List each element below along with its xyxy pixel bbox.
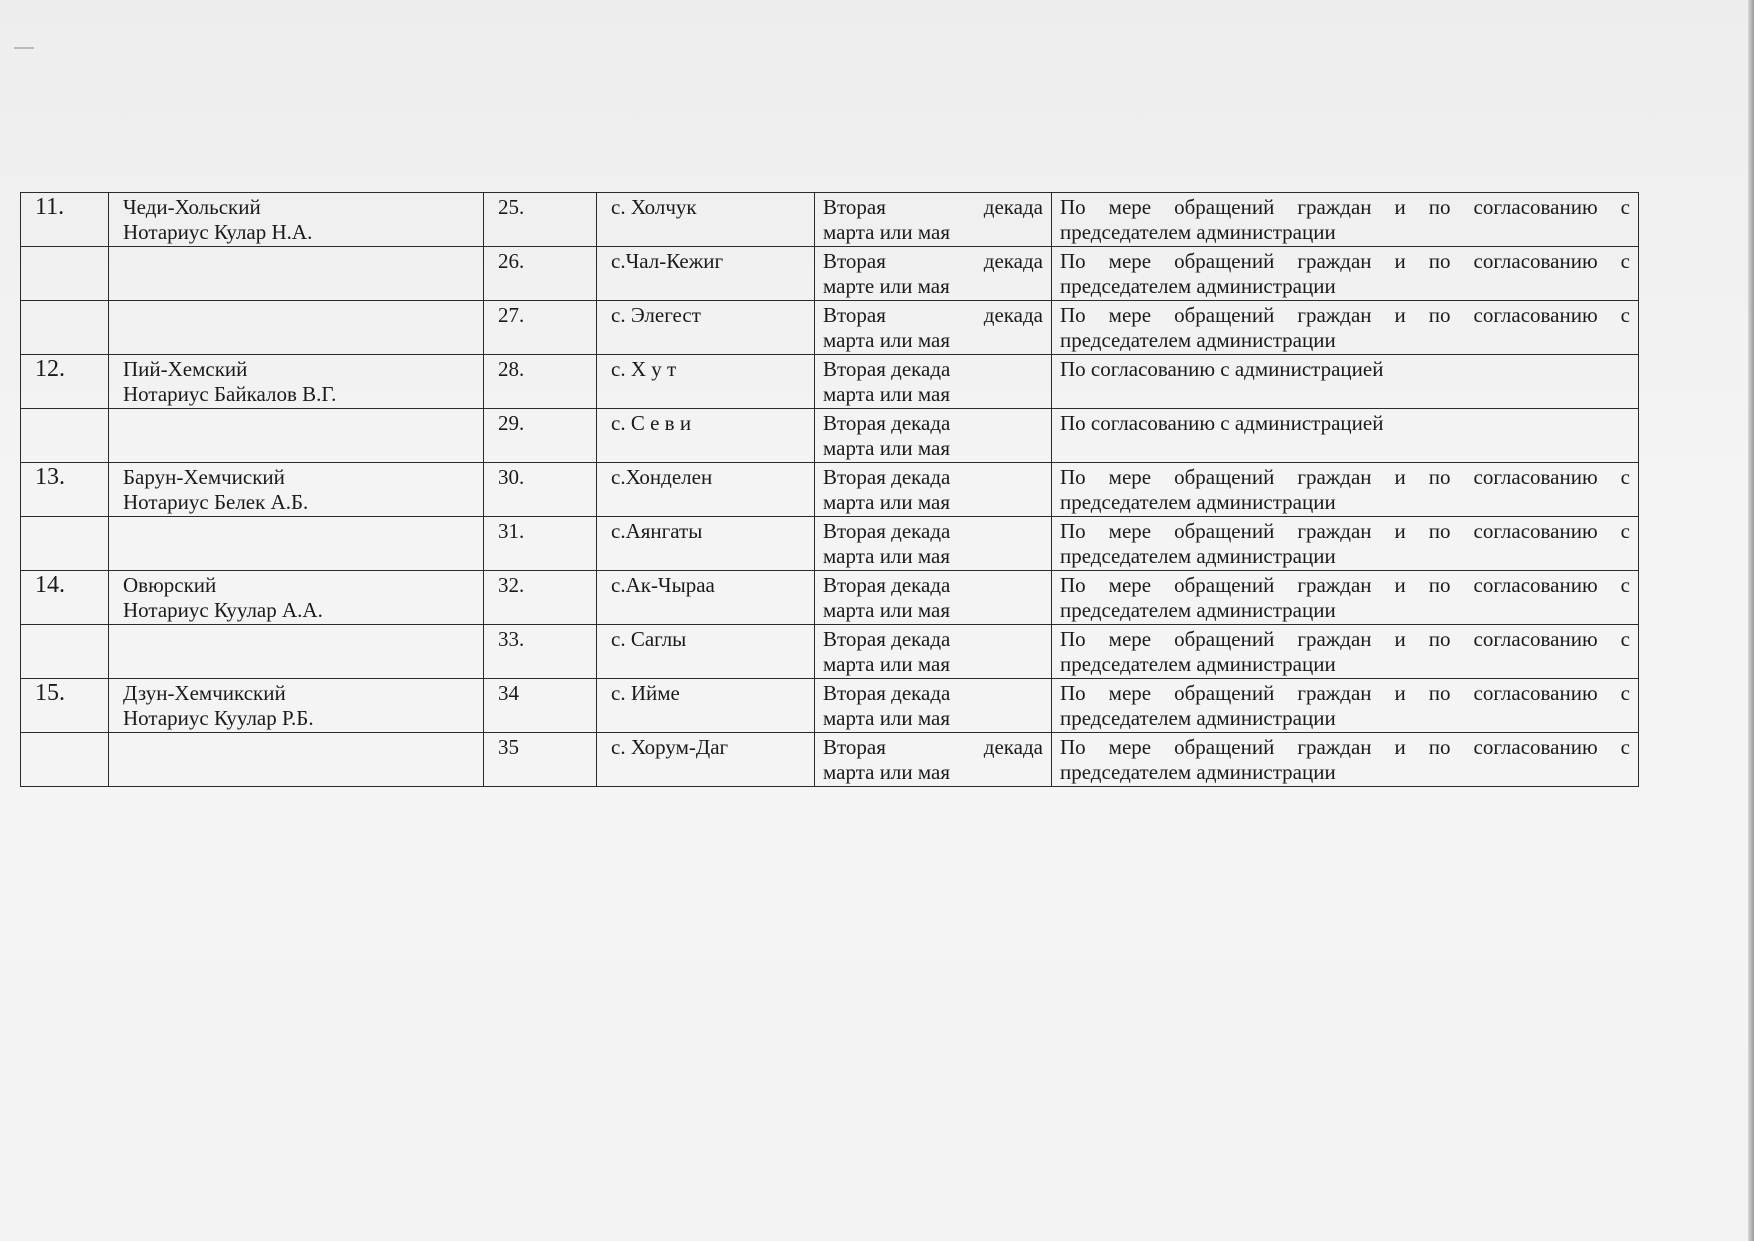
note-cell (1052, 679, 1639, 733)
district-name: Овюрский (123, 573, 217, 597)
timing-line-1: Вторая декада (823, 303, 1043, 327)
table-row (21, 733, 1639, 787)
sub-number-cell (484, 625, 597, 679)
table-row (21, 463, 1639, 517)
village-name: с. Саглы (611, 627, 687, 651)
table-row (21, 625, 1639, 679)
row-number: 14. (35, 572, 65, 598)
district-cell (109, 571, 484, 625)
village-name: с. Элегест (611, 303, 701, 327)
sub-number: 35 (498, 735, 519, 759)
district-cell (109, 625, 484, 679)
district-cell (109, 463, 484, 517)
note-cell (1052, 733, 1639, 787)
sub-number-cell (484, 517, 597, 571)
table-row (21, 355, 1639, 409)
note-cell (1052, 301, 1639, 355)
note-line-1: По мере обращений граждан и по согласованию с (1060, 249, 1630, 273)
row-number: 12. (35, 356, 65, 382)
village-cell (597, 571, 815, 625)
row-number-cell (21, 409, 109, 463)
timing-cell (815, 301, 1052, 355)
district-cell (109, 247, 484, 301)
village-name: с.Аянгаты (611, 519, 703, 543)
district-name: Пий-Хемский (123, 357, 248, 381)
sub-number: 33. (498, 627, 525, 651)
district-name: Дзун-Хемчикский (123, 681, 286, 705)
village-name: с.Чал-Кежиг (611, 249, 724, 273)
timing-line-1: Вторая декада (823, 519, 951, 543)
row-number: 11. (35, 194, 65, 220)
sub-number-cell (484, 679, 597, 733)
note-line-2: председателем администрации (1060, 544, 1336, 568)
note-cell (1052, 463, 1639, 517)
sub-number-cell (484, 193, 597, 247)
note-line-1: По мере обращений граждан и по согласованию с (1060, 735, 1630, 759)
note-line-2: председателем администрации (1060, 760, 1336, 784)
note-line-2: председателем администрации (1060, 328, 1336, 352)
note-line-1: По мере обращений граждан и по согласованию с (1060, 627, 1630, 651)
timing-cell (815, 247, 1052, 301)
village-name: с. Холчук (611, 195, 697, 219)
note-line-1: По мере обращений граждан и по согласованию с (1060, 519, 1630, 543)
sub-number: 28. (498, 357, 525, 381)
note-line-2: председателем администрации (1060, 598, 1336, 622)
timing-cell (815, 193, 1052, 247)
note-cell (1052, 625, 1639, 679)
timing-line-1: Вторая декада (823, 249, 1043, 273)
village-name: с.Хонделен (611, 465, 713, 489)
timing-line-2: марте или мая (823, 274, 950, 298)
sub-number-cell (484, 463, 597, 517)
village-cell (597, 301, 815, 355)
row-number-cell (21, 679, 109, 733)
scan-mark (14, 47, 34, 49)
timing-line-2: марта или мая (823, 760, 951, 784)
timing-cell (815, 409, 1052, 463)
timing-line-2: марта или мая (823, 598, 951, 622)
timing-line-2: марта или мая (823, 382, 951, 406)
timing-line-1: Вторая декада (823, 735, 1043, 759)
timing-line-1: Вторая декада (823, 465, 951, 489)
timing-line-2: марта или мая (823, 436, 951, 460)
sub-number: 32. (498, 573, 525, 597)
note-cell (1052, 571, 1639, 625)
district-cell (109, 733, 484, 787)
table-row (21, 247, 1639, 301)
table-row (21, 409, 1639, 463)
district-cell (109, 409, 484, 463)
village-cell (597, 409, 815, 463)
timing-line-1: Вторая декада (823, 681, 951, 705)
village-cell (597, 679, 815, 733)
district-cell (109, 193, 484, 247)
timing-line-2: марта или мая (823, 220, 951, 244)
village-name: с. Хорум-Даг (611, 735, 729, 759)
timing-cell (815, 517, 1052, 571)
note-line-2: председателем администрации (1060, 274, 1336, 298)
note-cell (1052, 193, 1639, 247)
district-name: Барун-Хемчиский (123, 465, 285, 489)
village-cell (597, 517, 815, 571)
village-cell (597, 247, 815, 301)
district-cell (109, 301, 484, 355)
sub-number: 34 (498, 681, 519, 705)
timing-line-1: Вторая декада (823, 627, 951, 651)
sub-number-cell (484, 571, 597, 625)
sub-number-cell (484, 409, 597, 463)
timing-line-2: марта или мая (823, 544, 951, 568)
table-row (21, 193, 1639, 247)
timing-cell (815, 625, 1052, 679)
village-name: с. Ийме (611, 681, 680, 705)
timing-cell (815, 463, 1052, 517)
sub-number-cell (484, 301, 597, 355)
table-row (21, 517, 1639, 571)
district-cell (109, 679, 484, 733)
timing-line-2: марта или мая (823, 652, 951, 676)
sub-number-cell (484, 355, 597, 409)
note-cell (1052, 247, 1639, 301)
note-cell (1052, 355, 1639, 409)
notary-name: Нотариус Белек А.Б. (123, 490, 309, 514)
timing-line-2: марта или мая (823, 490, 951, 514)
notary-schedule-table (20, 192, 1639, 787)
table-row (21, 301, 1639, 355)
table-row (21, 679, 1639, 733)
sub-number: 29. (498, 411, 525, 435)
note-line-2: председателем администрации (1060, 220, 1336, 244)
notary-name: Нотариус Куулар А.А. (123, 598, 323, 622)
sub-number-cell (484, 247, 597, 301)
note-line-1: По мере обращений граждан и по согласованию с (1060, 681, 1630, 705)
note-line-1: По согласованию с администрацией (1060, 357, 1384, 381)
timing-cell (815, 679, 1052, 733)
row-number-cell (21, 517, 109, 571)
timing-cell (815, 355, 1052, 409)
notary-name: Нотариус Байкалов В.Г. (123, 382, 337, 406)
village-name: с. С е в и (611, 411, 692, 435)
sub-number-cell (484, 733, 597, 787)
row-number-cell (21, 193, 109, 247)
timing-line-1: Вторая декада (823, 195, 1043, 219)
district-cell (109, 517, 484, 571)
timing-line-1: Вторая декада (823, 357, 951, 381)
page-edge-shadow (1748, 0, 1754, 1241)
schedule-body (21, 193, 1639, 787)
sub-number: 31. (498, 519, 525, 543)
village-cell (597, 625, 815, 679)
note-line-1: По согласованию с администрацией (1060, 411, 1384, 435)
row-number-cell (21, 355, 109, 409)
sub-number: 26. (498, 249, 525, 273)
notary-name: Нотариус Кулар Н.А. (123, 220, 313, 244)
sub-number: 30. (498, 465, 525, 489)
row-number-cell (21, 625, 109, 679)
note-line-2: председателем администрации (1060, 706, 1336, 730)
timing-line-1: Вторая декада (823, 411, 951, 435)
note-cell (1052, 517, 1639, 571)
note-line-1: По мере обращений граждан и по согласованию с (1060, 303, 1630, 327)
village-cell (597, 463, 815, 517)
note-line-2: председателем администрации (1060, 652, 1336, 676)
timing-line-2: марта или мая (823, 706, 951, 730)
note-cell (1052, 409, 1639, 463)
district-name: Чеди-Хольский (123, 195, 261, 219)
row-number-cell (21, 571, 109, 625)
row-number-cell (21, 247, 109, 301)
note-line-1: По мере обращений граждан и по согласованию с (1060, 465, 1630, 489)
note-line-2: председателем администрации (1060, 490, 1336, 514)
timing-cell (815, 571, 1052, 625)
notary-name: Нотариус Куулар Р.Б. (123, 706, 314, 730)
row-number-cell (21, 733, 109, 787)
table-row (21, 571, 1639, 625)
village-cell (597, 193, 815, 247)
note-line-1: По мере обращений граждан и по согласованию с (1060, 195, 1630, 219)
village-name: с. Х у т (611, 357, 677, 381)
row-number-cell (21, 463, 109, 517)
row-number: 15. (35, 680, 65, 706)
row-number: 13. (35, 464, 65, 490)
note-line-1: По мере обращений граждан и по согласованию с (1060, 573, 1630, 597)
sub-number: 27. (498, 303, 525, 327)
sub-number: 25. (498, 195, 525, 219)
row-number-cell (21, 301, 109, 355)
district-cell (109, 355, 484, 409)
timing-line-1: Вторая декада (823, 573, 951, 597)
village-cell (597, 355, 815, 409)
village-cell (597, 733, 815, 787)
timing-line-2: марта или мая (823, 328, 951, 352)
timing-cell (815, 733, 1052, 787)
village-name: с.Ак-Чыраа (611, 573, 715, 597)
